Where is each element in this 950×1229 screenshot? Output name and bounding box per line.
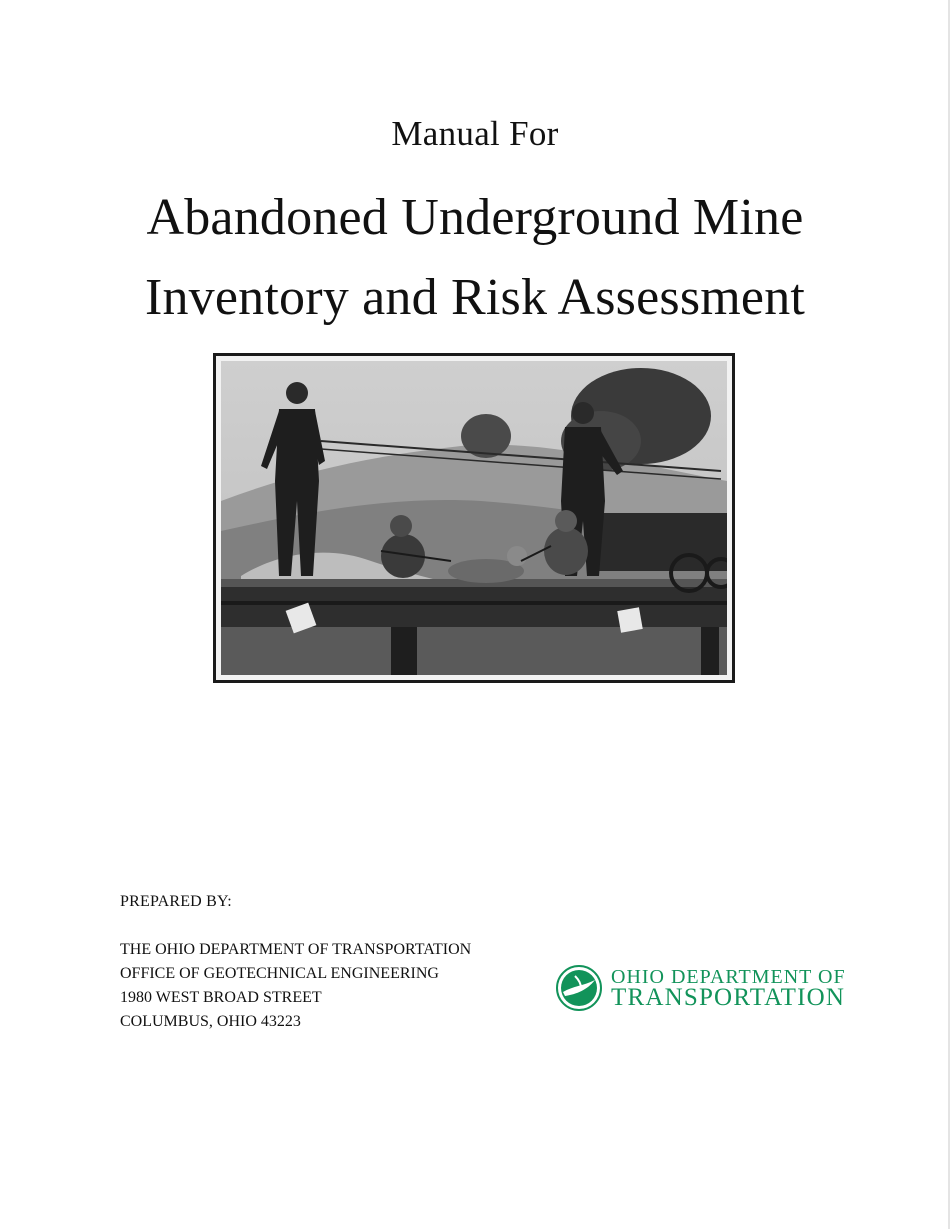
cover-title-line1: Abandoned Underground Mine [146, 189, 804, 246]
address-line: 1980 WEST BROAD STREET [120, 989, 322, 1006]
cover-title-line2: Inventory and Risk Assessment [144, 269, 806, 326]
odot-logo [555, 964, 846, 1014]
address-line: COLUMBUS, OHIO 43223 [120, 1013, 301, 1030]
cover-photo [213, 353, 735, 683]
logo-line2: TRANSPORTATION [611, 984, 846, 1011]
cover-subtitle: Manual For [391, 114, 559, 153]
address-line: THE OHIO DEPARTMENT OF TRANSPORTATION [120, 941, 472, 958]
prepared-by-label: PREPARED BY: [120, 893, 232, 910]
logo-line1: OHIO DEPARTMENT OF [611, 966, 846, 988]
odot-emblem-icon [555, 964, 603, 1012]
address-line: OFFICE OF GEOTECHNICAL ENGINEERING [120, 965, 439, 982]
historic-mine-photo-icon [221, 361, 727, 675]
address-block [120, 938, 471, 1034]
